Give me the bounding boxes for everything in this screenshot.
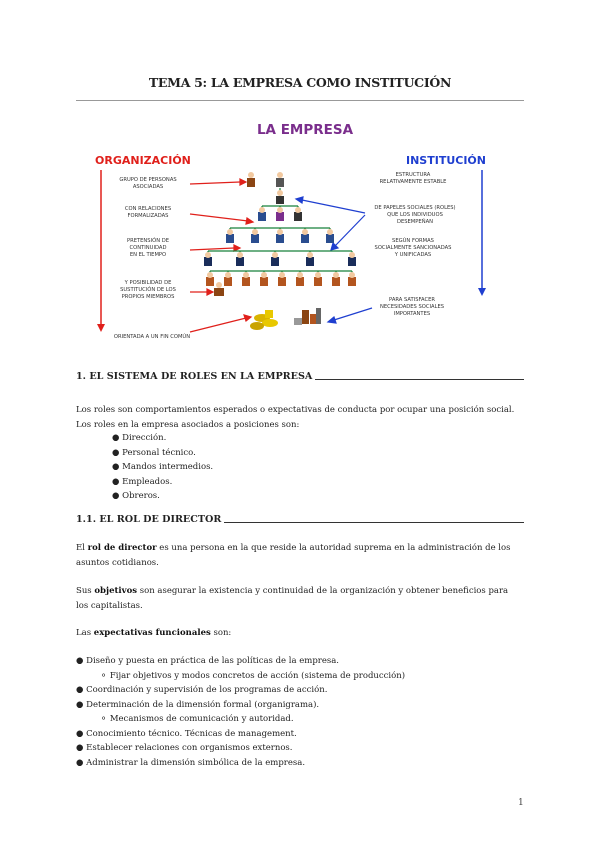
gold-coins-icon [250,310,278,330]
arrowhead-relaciones [246,218,253,224]
list-sub-item: ⚬ Mecanismos de comunicación y autoridad. [100,714,294,724]
label-relaciones-1: CON RELACIONES [124,206,172,212]
label-satisfacer-3: IMPORTANTES [393,311,431,317]
list-item: ● Empleados. [112,476,173,487]
arrow-relaciones [190,214,248,221]
roles-paragraph: Los roles son comportamientos esperados o expectativas de conducta por ocupar una posición social. Los roles en la empresa asociados a posiciones son: [76,405,515,430]
arrowhead-fin-comun [244,315,251,321]
expectations-list [76,654,526,770]
label-formas-3: Y UNIFICADAS [394,252,432,258]
section-heading-roles: 1. EL SISTEMA DE ROLES EN LA EMPRESA [76,371,524,382]
arrow-satisfacer [334,308,372,320]
label-estructura-2: RELATIVAMENTE ESTABLE [379,179,447,185]
list-item: ● Obreros. [112,491,160,501]
list-item: ● Determinación de la dimensión formal (organigrama). [76,699,320,710]
label-continuidad-2: CONTINUIDAD [129,245,167,251]
label-formas-1: SEGÚN FORMAS [392,238,434,244]
label-sustitucion-3: PROPIOS MIEMBROS [121,294,175,300]
director-objectives: Sus objetivos son asegurar la existencia y continuidad de la organización y obtener beneficios para los capitalistas. [76,586,509,611]
arrowhead-sustitucion [207,289,213,295]
label-formas-2: SOCIALMENTE SANCIONADAS [374,245,452,251]
products-icon [294,308,321,325]
label-papeles-2: QUE LOS INDIVIDUOS [387,212,443,218]
page-number: 1 [518,798,524,808]
list-item: ● Personal técnico. [112,447,196,458]
list-item: ● Administrar la dimensión simbólica de la empresa. [76,757,306,768]
label-satisfacer-1: PARA SATISFACER [389,297,435,303]
right-arrowhead [478,288,486,296]
list-sub-item: ⚬ Fijar objetivos y modos concretos de acción (sistema de producción) [100,670,406,681]
director-definition: El rol de director es una persona en la que reside la autoridad suprema en la administración de los asuntos cotidianos. [76,543,511,568]
label-sustitucion-2: SUSTITUCIÓN DE LOS [120,287,176,293]
arrowhead-grupo [240,179,246,185]
left-arrowhead [97,324,105,332]
figure-people [204,172,356,296]
label-continuidad-3: EN EL TIEMPO [129,252,167,258]
arrow-fin-comun [190,318,246,332]
list-item: ● Mandos intermedios. [112,462,214,472]
list-item: ● Dirección. [112,433,167,443]
label-papeles-3: DESEMPEÑAN [396,219,434,225]
list-item: ● Conocimiento técnico. Técnicas de management. [76,728,297,739]
label-papeles-1: DE PAPELES SOCIALES (ROLES) [374,205,456,211]
director-expectations-intro: Las expectativas funcionales son: [76,628,232,638]
arrowhead-satisfacer [328,317,336,323]
arrow-continuidad [190,248,234,250]
label-grupo-1: GRUPO DE PERSONAS [119,177,177,183]
page-title: TEMA 5: LA EMPRESA COMO INSTITUCIÓN [148,75,452,90]
empresa-diagram [90,118,510,343]
label-grupo-2: ASOCIADAS [132,184,164,190]
arrow-papeles-2 [335,215,365,246]
label-continuidad-1: PRETENSIÓN DE [126,238,170,244]
section-heading-director: 1.1. EL ROL DE DIRECTOR [76,514,524,525]
arrowhead-continuidad [234,245,240,251]
label-sustitucion-1: Y POSIBILIDAD DE [124,280,172,286]
roles-list [112,431,213,504]
arrow-papeles-1 [302,200,365,213]
diagram-right-heading: INSTITUCIÓN [406,154,486,167]
list-item: ● Diseño y puesta en práctica de las políticas de la empresa. [76,656,340,666]
title-divider [76,100,524,101]
label-satisfacer-2: NECESIDADES SOCIALES [379,304,445,310]
arrow-grupo [190,182,240,184]
arrowhead-papeles-1 [296,197,303,203]
diagram-heading: LA EMPRESA [256,122,354,138]
label-fin-comun: ORIENTADA A UN FIN COMÚN [113,334,191,340]
list-item: ● Coordinación y supervisión de los programas de acción. [76,685,328,695]
diagram-left-heading: ORGANIZACIÓN [95,154,191,167]
label-relaciones-2: FORMALIZADAS [127,213,169,219]
label-estructura-1: ESTRUCTURA [395,172,431,178]
list-item: ● Establecer relaciones con organismos externos. [76,743,293,753]
